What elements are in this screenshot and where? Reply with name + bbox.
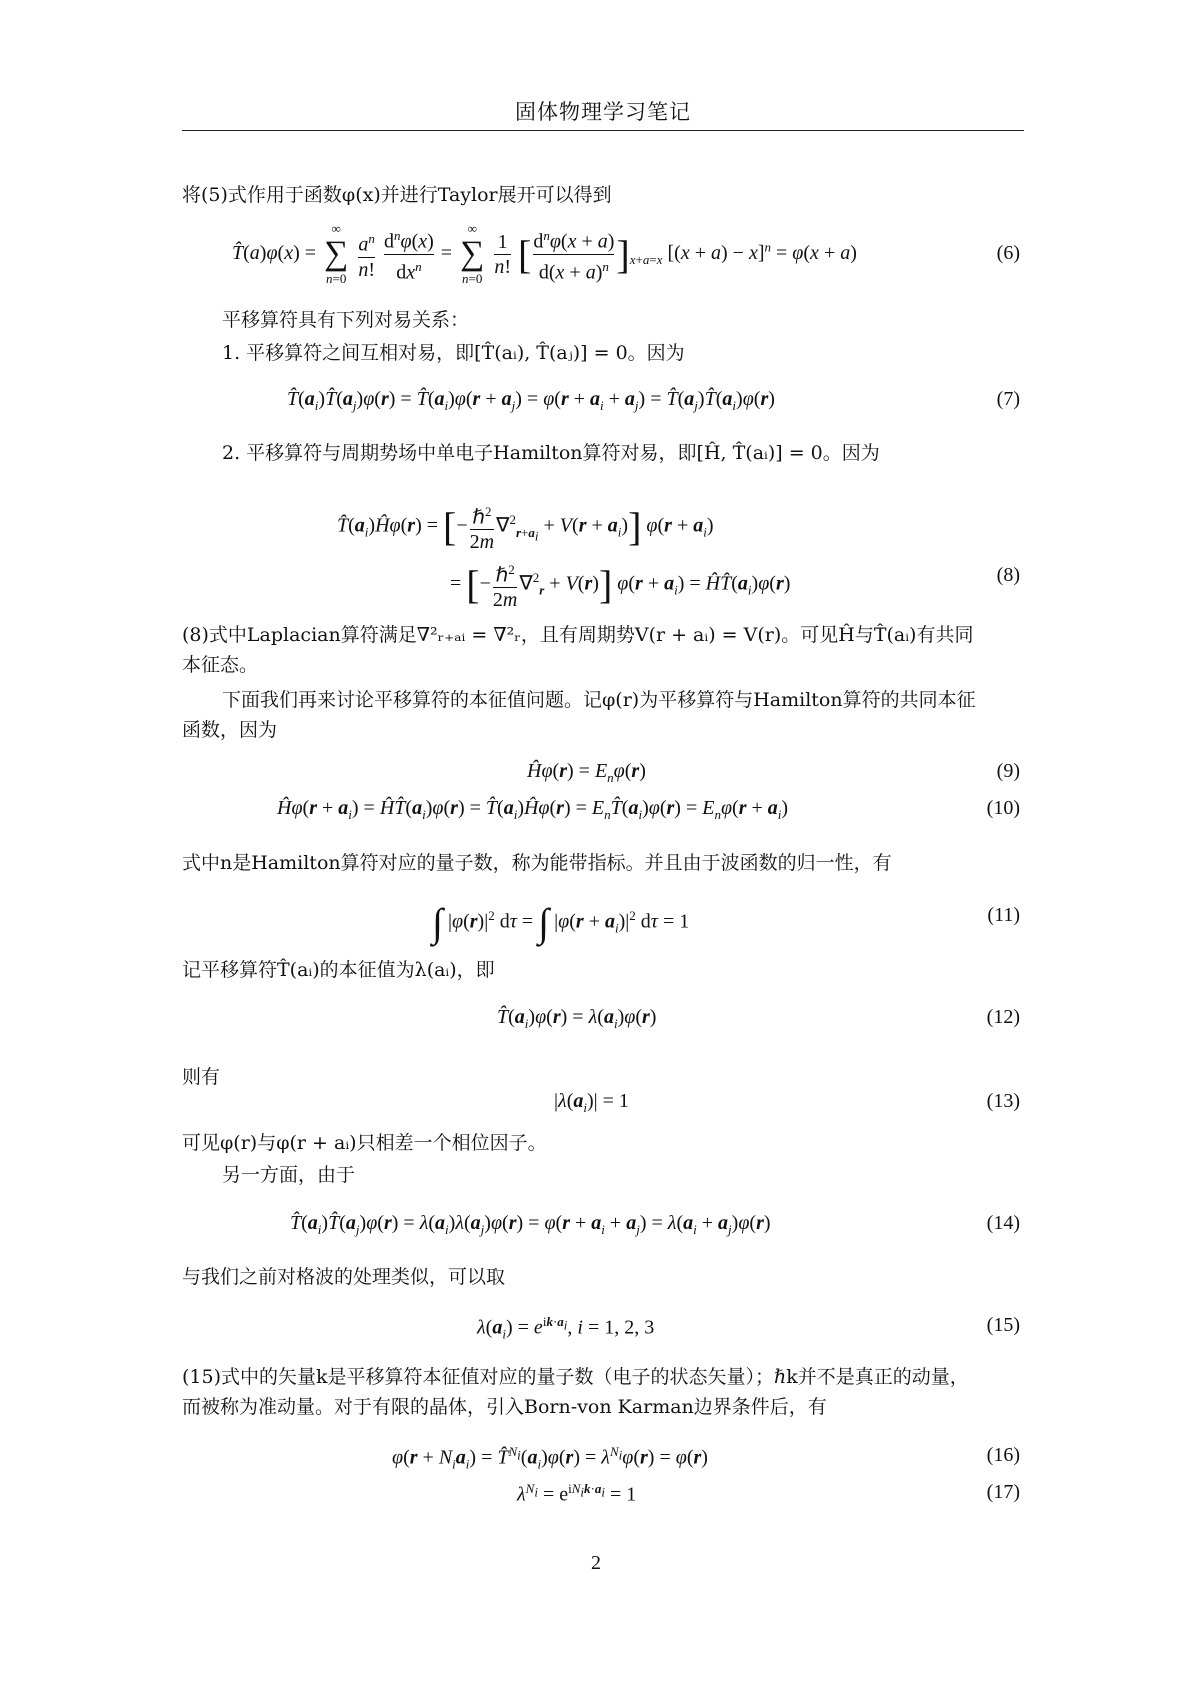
equation-8-number: (8) <box>996 564 1020 586</box>
paragraph-eigen-line-2: 函数，因为 <box>182 719 278 741</box>
equation-11-body: ∫ $|\varphi(r)|^2$ dτ = ∫ $|\varphi(r + a_i)|^2$ dτ = 1 <box>432 900 690 946</box>
equation-14-body: $T̂(a_i)T̂(a_j)\varphi(r) = \lambda(a_i)\lambda(a_j)\varphi(r) = \varphi(r + a_i + a_j) = \lambda(a_i + a_j)\varphi(r)$ <box>290 1212 771 1237</box>
paragraph-band-index: 式中n是Hamilton算符对应的量子数，称为能带指标。并且由于波函数的归一性，有 <box>182 852 892 874</box>
equation-9-number: (9) <box>996 760 1020 782</box>
equation-16 <box>182 1444 1024 1474</box>
equation-7 <box>182 388 1024 418</box>
equation-11-number: (11) <box>987 904 1020 926</box>
equation-9 <box>182 760 1024 790</box>
paragraph-phase-factor: 可见φ(r)与φ(r + aᵢ)只相差一个相位因子。 <box>182 1132 547 1154</box>
equation-12-body: $T̂(a_i)\varphi(r) = \lambda(a_i)\varphi(r)$ <box>497 1006 657 1031</box>
equation-8-line-1: $T̂(a_i)Ĥ\varphi(r)$ = [− $\frac{\hbar^2}{2m}$ $\nabla^2_{r+a_i} + V(r + a_i)$] $\varphi(r + a_i)$ <box>337 503 714 554</box>
equation-13 <box>182 1090 1024 1120</box>
equation-6-body: T̂(a)φ(x) = ∞ ∑ n=0 $\frac{a^n}{n!}$ $\frac{d^n\varphi(x)}{dx^n}$ = ∞ ∑ n=0 $\frac{1}{n!}$ [ $\frac{d^n\varphi(x + a)}{d(x + a)^n}$ ]$_{x+a=x}$ $[(x + a) - x]^n = \varphi(x + a)$ <box>232 221 857 287</box>
equation-9-body: Ĥφ(r) = $E_n\varphi(r)$ <box>527 760 646 785</box>
paragraph-commutation: 平移算符具有下列对易关系： <box>222 309 470 331</box>
equation-15-number: (15) <box>986 1314 1020 1336</box>
equation-15-body: $\lambda(a_i) = e^{ik\cdot a_i}$, i = 1, 2, 3 <box>477 1314 655 1342</box>
equation-17-number: (17) <box>986 1481 1020 1503</box>
paragraph-eigen-line-1: 下面我们再来讨论平移算符的本征值问题。记φ(r)为平移算符与Hamilton算符的共同本征 <box>222 689 976 711</box>
equation-12-number: (12) <box>986 1006 1020 1028</box>
equation-10-number: (10) <box>986 797 1020 819</box>
equation-14-number: (14) <box>986 1212 1020 1234</box>
equation-13-body: $|\lambda(a_i)| = 1$ <box>554 1090 629 1115</box>
paragraph-laplacian-line-2: 本征态。 <box>182 654 259 676</box>
equation-10-body: Ĥφ(r + $a_i$) = $ĤT̂(a_i)\varphi(r)$ = $T̂(a_i)Ĥ\varphi(r)$ = $E_nT̂(a_i)\varphi(r) = E_n\varphi(r + a_i)$ <box>277 797 789 822</box>
equation-10 <box>182 797 1024 827</box>
list-item-2: 2. 平移算符与周期势场中单电子Hamilton算符对易，即[Ĥ, T̂(aᵢ)] = 0。因为 <box>222 442 880 464</box>
equation-17-body: $\lambda^{N_i} = e^{iN_ik\cdot a_i} = 1$ <box>517 1481 637 1506</box>
paragraph-eigenvalue: 记平移算符T̂(aᵢ)的本征值为λ(aᵢ)，即 <box>182 959 495 981</box>
paragraph-lattice-wave: 与我们之前对格波的处理类似，可以取 <box>182 1266 506 1288</box>
page-number: 2 <box>591 1552 601 1574</box>
list-item-1: 1. 平移算符之间互相对易，即[T̂(aᵢ), T̂(aⱼ)] = 0。因为 <box>222 342 685 364</box>
running-header: 固体物理学习笔记 <box>515 100 691 124</box>
equation-8 <box>182 490 1024 610</box>
paragraph-on-the-other-hand: 另一方面，由于 <box>222 1164 356 1186</box>
equation-16-number: (16) <box>986 1444 1020 1466</box>
paragraph-then: 则有 <box>182 1066 221 1088</box>
equation-15 <box>182 1314 1024 1344</box>
equation-6-number: (6) <box>996 242 1020 264</box>
equation-13-number: (13) <box>986 1090 1020 1112</box>
paragraph-laplacian-line-1: (8)式中Laplacian算符满足∇²ᵣ₊ₐᵢ = ∇²ᵣ，且有周期势V(r + aᵢ) = V(r)。可见Ĥ与T̂(aᵢ)有共同 <box>182 624 974 646</box>
equation-7-body: $T̂(a_i)T̂(a_j)\varphi(r)$ = $T̂(a_i)\varphi(r + a_j) = \varphi(r + a_i + a_j)$ = $T̂(a_j)T̂(a_i)\varphi(r)$ <box>287 388 775 413</box>
paragraph-quasi-momentum-line-2: 而被称为准动量。对于有限的晶体，引入Born-von Karman边界条件后，有 <box>182 1396 827 1418</box>
equation-7-number: (7) <box>996 388 1020 410</box>
equation-17 <box>182 1481 1024 1511</box>
paragraph-quasi-momentum-line-1: (15)式中的矢量k是平移算符本征值对应的量子数（电子的状态矢量）；ℏk并不是真正的动量， <box>182 1366 969 1388</box>
equation-11 <box>182 892 1024 946</box>
equation-12 <box>182 1006 1024 1036</box>
equation-16-body: $\varphi(r + N_ia_i)$ = $T̂^{N_i}(a_i)\varphi(r) = \lambda^{N_i}\varphi(r) = \varphi(r)$ <box>392 1444 708 1472</box>
paragraph-taylor-intro: 将(5)式作用于函数φ(x)并进行Taylor展开可以得到 <box>182 184 612 206</box>
equation-8-line-2: = [− $\frac{\hbar^2}{2m}$ ∇$^2_r$ + V(r)] $\varphi(r + a_i)$ = $ĤT̂(a_i)\varphi(r)$ <box>450 561 791 612</box>
equation-6 <box>182 218 1024 288</box>
equation-14 <box>182 1212 1024 1242</box>
header-rule <box>182 130 1024 131</box>
